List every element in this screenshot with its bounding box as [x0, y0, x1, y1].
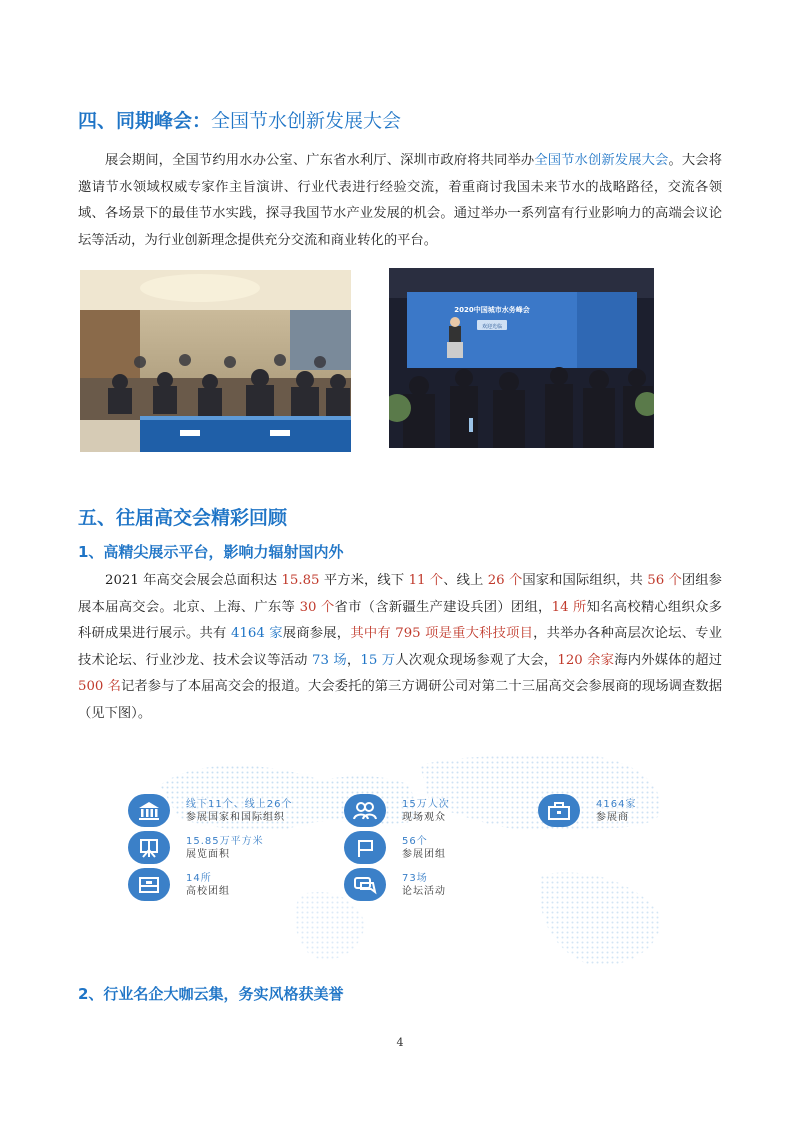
section-4-number: 四、 — [78, 110, 117, 132]
body-text: 平方米，线下 — [319, 573, 409, 588]
stat-universities — [128, 868, 230, 901]
stat-value: 73场 — [402, 872, 428, 884]
body-text: 人次观众现场参观了大会， — [395, 652, 558, 668]
stage-screen-title: 2020中国城市水务峰会 — [454, 306, 530, 314]
highlight-text: 全国节水创新发展大会 — [534, 153, 669, 168]
highlight-text: 500 名 — [78, 679, 122, 694]
body-text: 、线上 — [443, 573, 488, 588]
stat-value: 14所 — [186, 872, 212, 884]
stat-label: 参展商 — [596, 811, 629, 823]
highlight-text: 11 个 — [408, 573, 444, 588]
section-5-paragraph — [78, 568, 722, 727]
stat-label: 参展国家和国际组织 — [186, 811, 285, 823]
body-text: 团组参展本届高交会。北京、上海、广东等 — [78, 573, 722, 615]
stat-exhibitors — [538, 794, 636, 827]
page-number: 4 — [396, 1036, 404, 1049]
stat-label: 高校团组 — [186, 885, 230, 897]
stat-forums — [344, 868, 446, 901]
body-text: 展会期间，全国节约用水办公室、广东省水利厅、深圳市政府将共同举办 — [105, 153, 535, 168]
stat-value: 56个 — [402, 835, 428, 847]
stat-label: 现场观众 — [402, 811, 446, 823]
stat-value: 15万人次 — [402, 798, 450, 810]
conference-audience-photo — [80, 270, 351, 452]
body-text: 知名高校精心组织众多科研成果进行展示。共有 — [78, 599, 722, 641]
stage-screen-subtitle: 欢迎光临 — [481, 324, 503, 330]
highlight-text: 56 个 — [647, 573, 682, 588]
section-5-heading: 五、往届高交会精彩回顾 — [78, 507, 288, 529]
section-4-paragraph — [78, 148, 722, 254]
body-text: 海内外媒体的超过 — [614, 652, 723, 668]
stat-organizations — [128, 794, 292, 827]
stat-area — [128, 831, 264, 864]
highlight-text: 26 个 — [487, 573, 523, 588]
highlight-text: 15.85 — [281, 573, 320, 588]
stat-visitors — [344, 794, 450, 827]
body-text: 展商参展， — [282, 626, 351, 641]
chat-icon — [344, 868, 386, 901]
flag-icon — [344, 831, 386, 864]
building-icon — [128, 794, 170, 827]
briefcase-icon — [538, 794, 580, 827]
highlight-text: 15 万 — [360, 652, 396, 668]
highlight-text: 其中有 795 项是重大科技项目 — [350, 626, 534, 641]
section-4-heading — [78, 106, 401, 133]
body-text: 2021 年高交会展会总面积达 — [105, 573, 282, 588]
campus-icon — [128, 868, 170, 901]
stat-value: 4164家 — [596, 798, 637, 810]
subsection-1-heading: 1、高精尖展示平台，影响力辐射国内外 — [78, 543, 344, 561]
body-text: 。大会将邀请节水领域权威专家作主旨演讲、行业代表进行经验交流，着重商讨我国未来节水的战略路径，交流各领域、各场景下的最佳节水实践，探寻我国节水产业发展的机会。通过举办一系列富有行业影响力的高端会议论坛等活动，为行业创新理念提供充分交流和商业转化的平台。 — [78, 153, 723, 248]
section-4-subtitle: 全国节水创新发展大会 — [211, 110, 402, 132]
highlight-text: 30 个 — [299, 599, 335, 615]
subsection-2-heading: 2、行业名企大咖云集，务实风格获美誉 — [78, 985, 344, 1003]
body-text: 省市（含新疆生产建设兵团）团组， — [334, 599, 552, 615]
highlight-text: 14 所 — [551, 599, 587, 615]
exhibition-area-icon — [128, 831, 170, 864]
body-text: ， — [346, 652, 361, 668]
people-icon — [344, 794, 386, 827]
stat-label: 参展团组 — [402, 848, 446, 860]
stat-value: 15.85万平方米 — [186, 835, 264, 847]
stat-delegations — [344, 831, 446, 864]
stat-value: 线下11个、线上26个 — [186, 798, 293, 810]
highlight-text: 120 余家 — [557, 652, 615, 668]
body-text: 记者参与了本届高交会的报道。大会委托的第三方调研公司对第二十三届高交会参展商的现场调查数据（见下图）。 — [78, 679, 723, 721]
section-4-title: 同期峰会： — [116, 110, 212, 132]
highlight-text: 4164 家 — [231, 626, 283, 641]
body-text: 国家和国际组织，共 — [522, 573, 648, 588]
keynote-stage-photo — [389, 268, 654, 448]
body-text: ，共举办各种高层次论坛、专业技术论坛、行业沙龙、技术会议等活动 — [78, 626, 722, 668]
stat-label: 展览面积 — [186, 848, 230, 860]
highlight-text: 73 场 — [312, 652, 347, 668]
stat-label: 论坛活动 — [402, 885, 446, 897]
